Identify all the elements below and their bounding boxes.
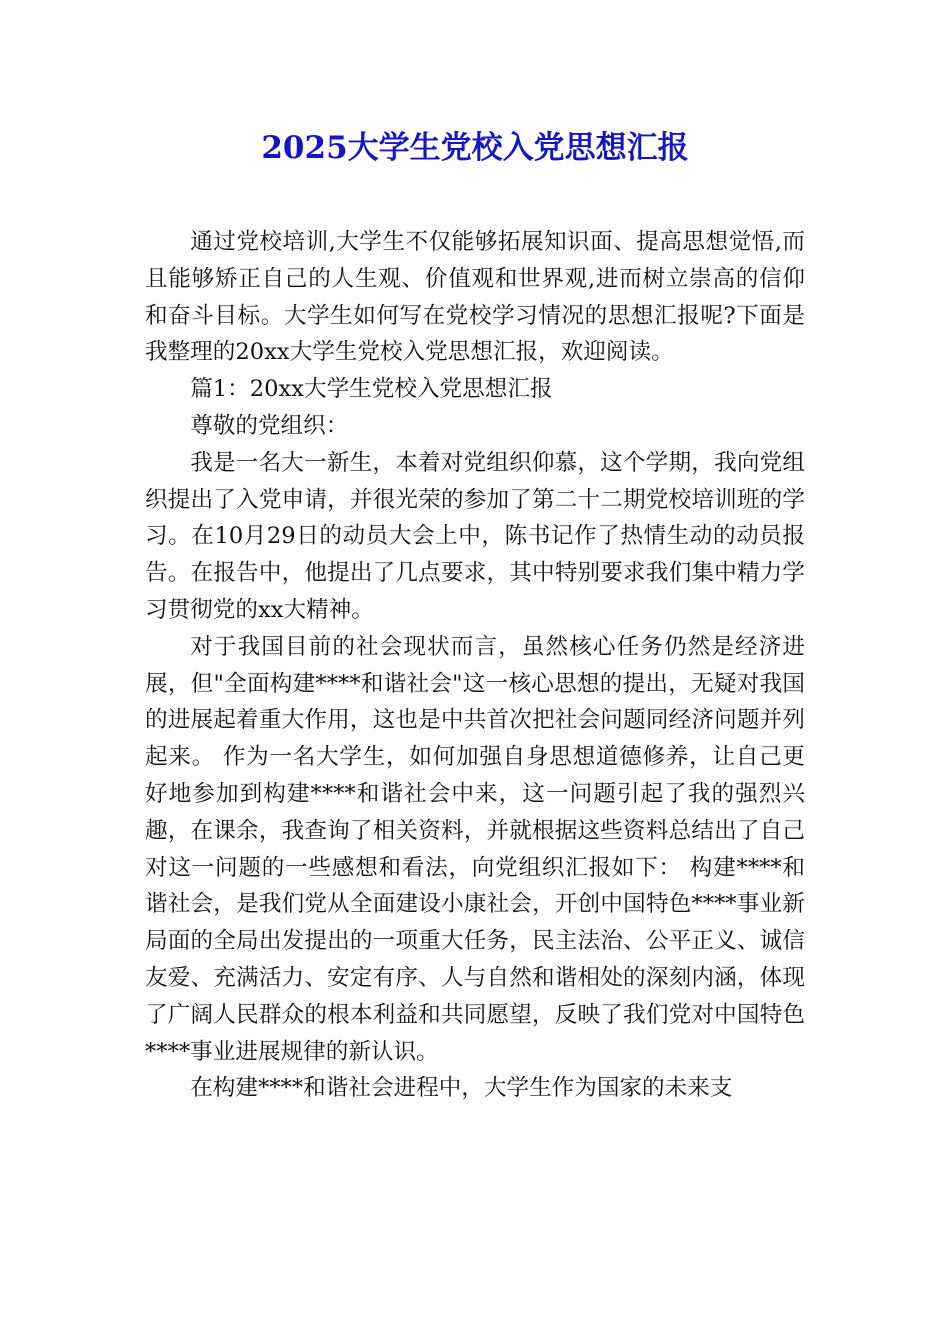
paragraph-continuation: 在构建****和谐社会进程中，大学生作为国家的未来支	[190, 1075, 733, 1102]
document-body	[145, 224, 805, 1107]
paragraph-intro: 通过党校培训,大学生不仅能够拓展知识面、提高思想觉悟,而且能够矫正自己的人生观、价值观和世界观,进而树立崇高的信仰和奋斗目标。大学生如何写在党校学习情况的思想汇报呢?下面是我整理的20xx大学生党校入党思想汇报，欢迎阅读。	[145, 229, 805, 366]
paragraph-salutation: 尊敬的党组织：	[190, 412, 349, 439]
document-title: 2025大学生党校入党思想汇报	[261, 130, 689, 166]
paragraph-section-heading: 篇1：20xx大学生党校入党思想汇报	[190, 376, 553, 403]
paragraph-self-intro: 我是一名大一新生，本着对党组织仰慕，这个学期，我向党组织提出了入党申请，并很光荣的参加了第二十二期党校培训班的学习。在10月29日的动员大会上中，陈书记作了热情生动的动员报告。在报告中，他提出了几点要求，其中特别要求我们集中精力学习贯彻党的xx大精神。	[145, 449, 805, 623]
paragraph-social-harmony: 对于我国目前的社会现状而言，虽然核心任务仍然是经济进展，但"全面构建****和谐社会"这一核心思想的提出，无疑对我国的进展起着重大作用，这也是中共首次把社会问题同经济问题并列起来。 作为一名大学生，如何加强自身思想道德修养，让自己更好地参加到构建****和谐社会中来，这一问题引起了我的强烈兴趣，在课余，我查询了相关资料，并就根据这些资料总结出了自己对这一问题的一些感想和看法，向党组织汇报如下： 构建****和谐社会，是我们党从全面建设小康社会，开创中国特色****事业新局面的全局出发提出的一项重大任务，民主法治、公平正义、诚信友爱、充满活力、安定有序、人与自然和谐相处的深刻内涵，体现了广阔人民群众的根本利益和共同愿望，反映了我们党对中国特色****事业进展规律的新认识。	[145, 633, 805, 1065]
